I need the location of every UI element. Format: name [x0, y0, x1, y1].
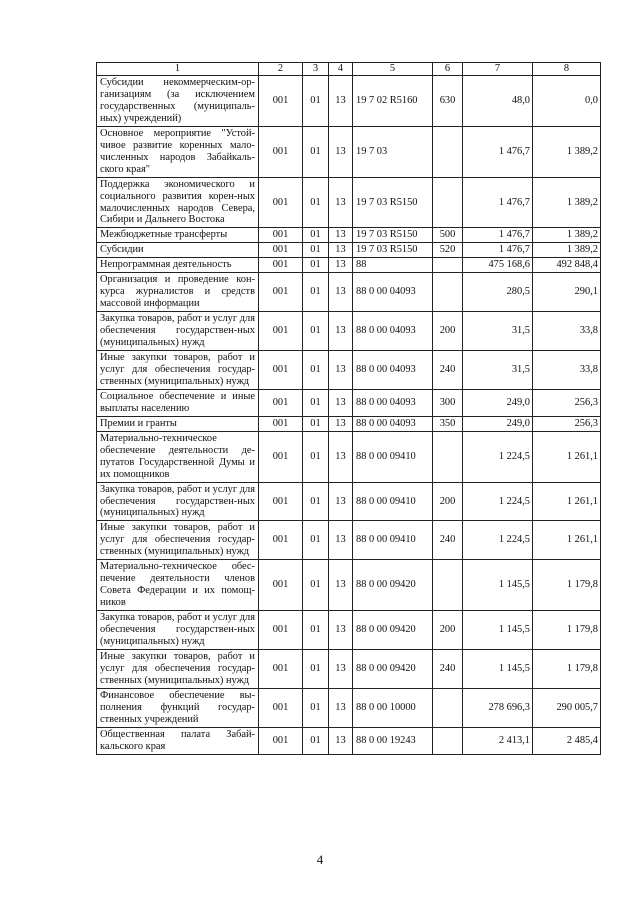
cell-expense-type [433, 177, 463, 228]
cell-amount-1: 1 145,5 [463, 611, 533, 650]
cell-target-article: 88 0 00 10000 [353, 688, 433, 727]
cell-amount-2: 1 261,1 [533, 482, 601, 521]
cell-subsection: 13 [329, 521, 353, 560]
cell-name: Материально-техническое обеспечение деятельности де-путатов Государственной Думы и их помощников [97, 431, 259, 482]
cell-expense-type: 200 [433, 482, 463, 521]
table-row [97, 177, 601, 228]
cell-expense-type: 520 [433, 243, 463, 258]
cell-section: 01 [303, 521, 329, 560]
cell-section: 01 [303, 688, 329, 727]
cell-amount-1: 1 476,7 [463, 228, 533, 243]
cell-target-article: 88 0 00 09420 [353, 560, 433, 611]
cell-name: Социальное обеспечение и иные выплаты населению [97, 389, 259, 416]
cell-section: 01 [303, 560, 329, 611]
cell-subsection: 13 [329, 560, 353, 611]
cell-name: Закупка товаров, работ и услуг для обеспечения государствен-ных (муниципальных) нужд [97, 482, 259, 521]
cell-amount-1: 280,5 [463, 273, 533, 312]
cell-target-article: 19 7 03 R5150 [353, 228, 433, 243]
table-row [97, 688, 601, 727]
cell-ved: 001 [259, 649, 303, 688]
cell-amount-1: 249,0 [463, 389, 533, 416]
table-row [97, 243, 601, 258]
cell-amount-2: 1 179,8 [533, 649, 601, 688]
cell-subsection: 13 [329, 611, 353, 650]
cell-amount-2: 1 389,2 [533, 177, 601, 228]
table-row [97, 649, 601, 688]
cell-amount-2: 290,1 [533, 273, 601, 312]
cell-amount-1: 31,5 [463, 312, 533, 351]
cell-amount-1: 31,5 [463, 351, 533, 390]
column-header: 1 [97, 63, 259, 76]
cell-amount-2: 33,8 [533, 351, 601, 390]
cell-target-article: 19 7 03 [353, 126, 433, 177]
cell-subsection: 13 [329, 312, 353, 351]
cell-expense-type [433, 560, 463, 611]
cell-section: 01 [303, 351, 329, 390]
column-header: 5 [353, 63, 433, 76]
cell-expense-type [433, 126, 463, 177]
cell-name: Премии и гранты [97, 416, 259, 431]
cell-target-article: 88 0 00 09410 [353, 482, 433, 521]
cell-expense-type [433, 727, 463, 754]
cell-name: Организация и проведение кон-курса журналистов и средств массовой информации [97, 273, 259, 312]
cell-ved: 001 [259, 482, 303, 521]
cell-name: Закупка товаров, работ и услуг для обеспечения государствен-ных (муниципальных) нужд [97, 312, 259, 351]
cell-amount-1: 1 145,5 [463, 649, 533, 688]
cell-ved: 001 [259, 431, 303, 482]
cell-amount-2: 492 848,4 [533, 258, 601, 273]
cell-amount-1: 1 476,7 [463, 126, 533, 177]
cell-target-article: 88 0 00 04093 [353, 273, 433, 312]
cell-subsection: 13 [329, 177, 353, 228]
cell-target-article: 19 7 03 R5150 [353, 177, 433, 228]
cell-amount-1: 48,0 [463, 76, 533, 127]
cell-ved: 001 [259, 521, 303, 560]
cell-ved: 001 [259, 273, 303, 312]
cell-ved: 001 [259, 688, 303, 727]
cell-amount-2: 290 005,7 [533, 688, 601, 727]
cell-target-article: 88 0 00 09410 [353, 431, 433, 482]
cell-ved: 001 [259, 76, 303, 127]
column-header: 7 [463, 63, 533, 76]
cell-expense-type: 630 [433, 76, 463, 127]
cell-target-article: 19 7 02 R5160 [353, 76, 433, 127]
cell-amount-2: 256,3 [533, 416, 601, 431]
cell-amount-1: 475 168,6 [463, 258, 533, 273]
cell-amount-1: 1 224,5 [463, 482, 533, 521]
cell-name: Закупка товаров, работ и услуг для обеспечения государствен-ных (муниципальных) нужд [97, 611, 259, 650]
cell-expense-type: 240 [433, 649, 463, 688]
cell-ved: 001 [259, 416, 303, 431]
cell-subsection: 13 [329, 431, 353, 482]
cell-target-article: 88 0 00 19243 [353, 727, 433, 754]
header-row [97, 63, 601, 76]
cell-section: 01 [303, 243, 329, 258]
cell-expense-type: 200 [433, 312, 463, 351]
cell-amount-2: 1 389,2 [533, 126, 601, 177]
table-row [97, 389, 601, 416]
cell-expense-type: 350 [433, 416, 463, 431]
cell-amount-2: 0,0 [533, 76, 601, 127]
cell-amount-2: 256,3 [533, 389, 601, 416]
table-row [97, 351, 601, 390]
cell-amount-2: 2 485,4 [533, 727, 601, 754]
cell-section: 01 [303, 482, 329, 521]
cell-ved: 001 [259, 727, 303, 754]
cell-expense-type [433, 258, 463, 273]
cell-subsection: 13 [329, 351, 353, 390]
cell-subsection: 13 [329, 258, 353, 273]
cell-amount-2: 1 261,1 [533, 431, 601, 482]
table-body [97, 76, 601, 755]
cell-amount-2: 33,8 [533, 312, 601, 351]
table-row [97, 560, 601, 611]
cell-name: Поддержка экономического и социального развития корен-ных малочисленных народов Севера, Сибири и Дальнего Востока [97, 177, 259, 228]
cell-amount-1: 1 224,5 [463, 431, 533, 482]
cell-subsection: 13 [329, 727, 353, 754]
cell-expense-type: 300 [433, 389, 463, 416]
cell-target-article: 88 0 00 09420 [353, 611, 433, 650]
cell-subsection: 13 [329, 482, 353, 521]
table-row [97, 727, 601, 754]
column-header: 6 [433, 63, 463, 76]
cell-expense-type [433, 688, 463, 727]
cell-section: 01 [303, 177, 329, 228]
cell-amount-1: 249,0 [463, 416, 533, 431]
cell-amount-2: 1 389,2 [533, 243, 601, 258]
table-row [97, 611, 601, 650]
page-number: 4 [316, 852, 324, 867]
cell-ved: 001 [259, 177, 303, 228]
cell-ved: 001 [259, 312, 303, 351]
cell-expense-type: 500 [433, 228, 463, 243]
cell-target-article: 88 0 00 04093 [353, 389, 433, 416]
cell-ved: 001 [259, 560, 303, 611]
cell-subsection: 13 [329, 273, 353, 312]
cell-subsection: 13 [329, 688, 353, 727]
budget-table [96, 62, 601, 755]
cell-subsection: 13 [329, 389, 353, 416]
cell-section: 01 [303, 389, 329, 416]
table-row [97, 273, 601, 312]
cell-section: 01 [303, 431, 329, 482]
cell-target-article: 88 0 00 04093 [353, 351, 433, 390]
cell-amount-2: 1 179,8 [533, 560, 601, 611]
cell-section: 01 [303, 126, 329, 177]
cell-expense-type: 240 [433, 521, 463, 560]
cell-name: Иные закупки товаров, работ и услуг для обеспечения государ-ственных (муниципальных) нужд [97, 351, 259, 390]
cell-section: 01 [303, 416, 329, 431]
column-header: 3 [303, 63, 329, 76]
cell-subsection: 13 [329, 649, 353, 688]
cell-amount-1: 1 476,7 [463, 177, 533, 228]
cell-subsection: 13 [329, 126, 353, 177]
cell-section: 01 [303, 228, 329, 243]
cell-name: Непрограммная деятельность [97, 258, 259, 273]
cell-ved: 001 [259, 611, 303, 650]
cell-expense-type: 200 [433, 611, 463, 650]
cell-ved: 001 [259, 228, 303, 243]
cell-amount-2: 1 179,8 [533, 611, 601, 650]
table-row [97, 416, 601, 431]
cell-name: Субсидии [97, 243, 259, 258]
cell-amount-2: 1 261,1 [533, 521, 601, 560]
cell-expense-type [433, 273, 463, 312]
cell-ved: 001 [259, 351, 303, 390]
cell-amount-2: 1 389,2 [533, 228, 601, 243]
cell-subsection: 13 [329, 416, 353, 431]
cell-section: 01 [303, 76, 329, 127]
cell-name: Материально-техническое обес-печение деятельности членов Совета Федерации и их помощ-ников [97, 560, 259, 611]
table-row [97, 228, 601, 243]
cell-expense-type: 240 [433, 351, 463, 390]
cell-ved: 001 [259, 389, 303, 416]
cell-section: 01 [303, 258, 329, 273]
cell-ved: 001 [259, 243, 303, 258]
column-header: 4 [329, 63, 353, 76]
cell-amount-1: 1 145,5 [463, 560, 533, 611]
cell-subsection: 13 [329, 228, 353, 243]
cell-section: 01 [303, 273, 329, 312]
cell-target-article: 88 0 00 04093 [353, 312, 433, 351]
table-row [97, 482, 601, 521]
cell-expense-type [433, 431, 463, 482]
column-header: 2 [259, 63, 303, 76]
cell-amount-1: 1 476,7 [463, 243, 533, 258]
cell-target-article: 88 0 00 04093 [353, 416, 433, 431]
cell-amount-1: 278 696,3 [463, 688, 533, 727]
cell-amount-1: 2 413,1 [463, 727, 533, 754]
cell-name: Общественная палата Забай-кальского края [97, 727, 259, 754]
table-row [97, 312, 601, 351]
cell-subsection: 13 [329, 76, 353, 127]
cell-name: Основное мероприятие "Устой-чивое развитие коренных мало-численных народов Забайкаль-ского края" [97, 126, 259, 177]
table-row [97, 521, 601, 560]
cell-name: Иные закупки товаров, работ и услуг для обеспечения государ-ственных (муниципальных) нужд [97, 521, 259, 560]
cell-section: 01 [303, 312, 329, 351]
table-row [97, 76, 601, 127]
cell-amount-1: 1 224,5 [463, 521, 533, 560]
table-row [97, 126, 601, 177]
cell-subsection: 13 [329, 243, 353, 258]
cell-target-article: 88 0 00 09420 [353, 649, 433, 688]
cell-ved: 001 [259, 258, 303, 273]
cell-section: 01 [303, 611, 329, 650]
cell-target-article: 88 0 00 09410 [353, 521, 433, 560]
cell-name: Иные закупки товаров, работ и услуг для обеспечения государ-ственных (муниципальных) нужд [97, 649, 259, 688]
column-header: 8 [533, 63, 601, 76]
cell-ved: 001 [259, 126, 303, 177]
cell-name: Межбюджетные трансферты [97, 228, 259, 243]
cell-target-article: 88 [353, 258, 433, 273]
table-row [97, 431, 601, 482]
cell-target-article: 19 7 03 R5150 [353, 243, 433, 258]
cell-section: 01 [303, 649, 329, 688]
table-row [97, 258, 601, 273]
cell-section: 01 [303, 727, 329, 754]
cell-name: Финансовое обеспечение вы-полнения функций государ-ственных учреждений [97, 688, 259, 727]
cell-name: Субсидии некоммерческим-ор-ганизациям (за исключением государственных (муниципаль-ных) учреждений) [97, 76, 259, 127]
